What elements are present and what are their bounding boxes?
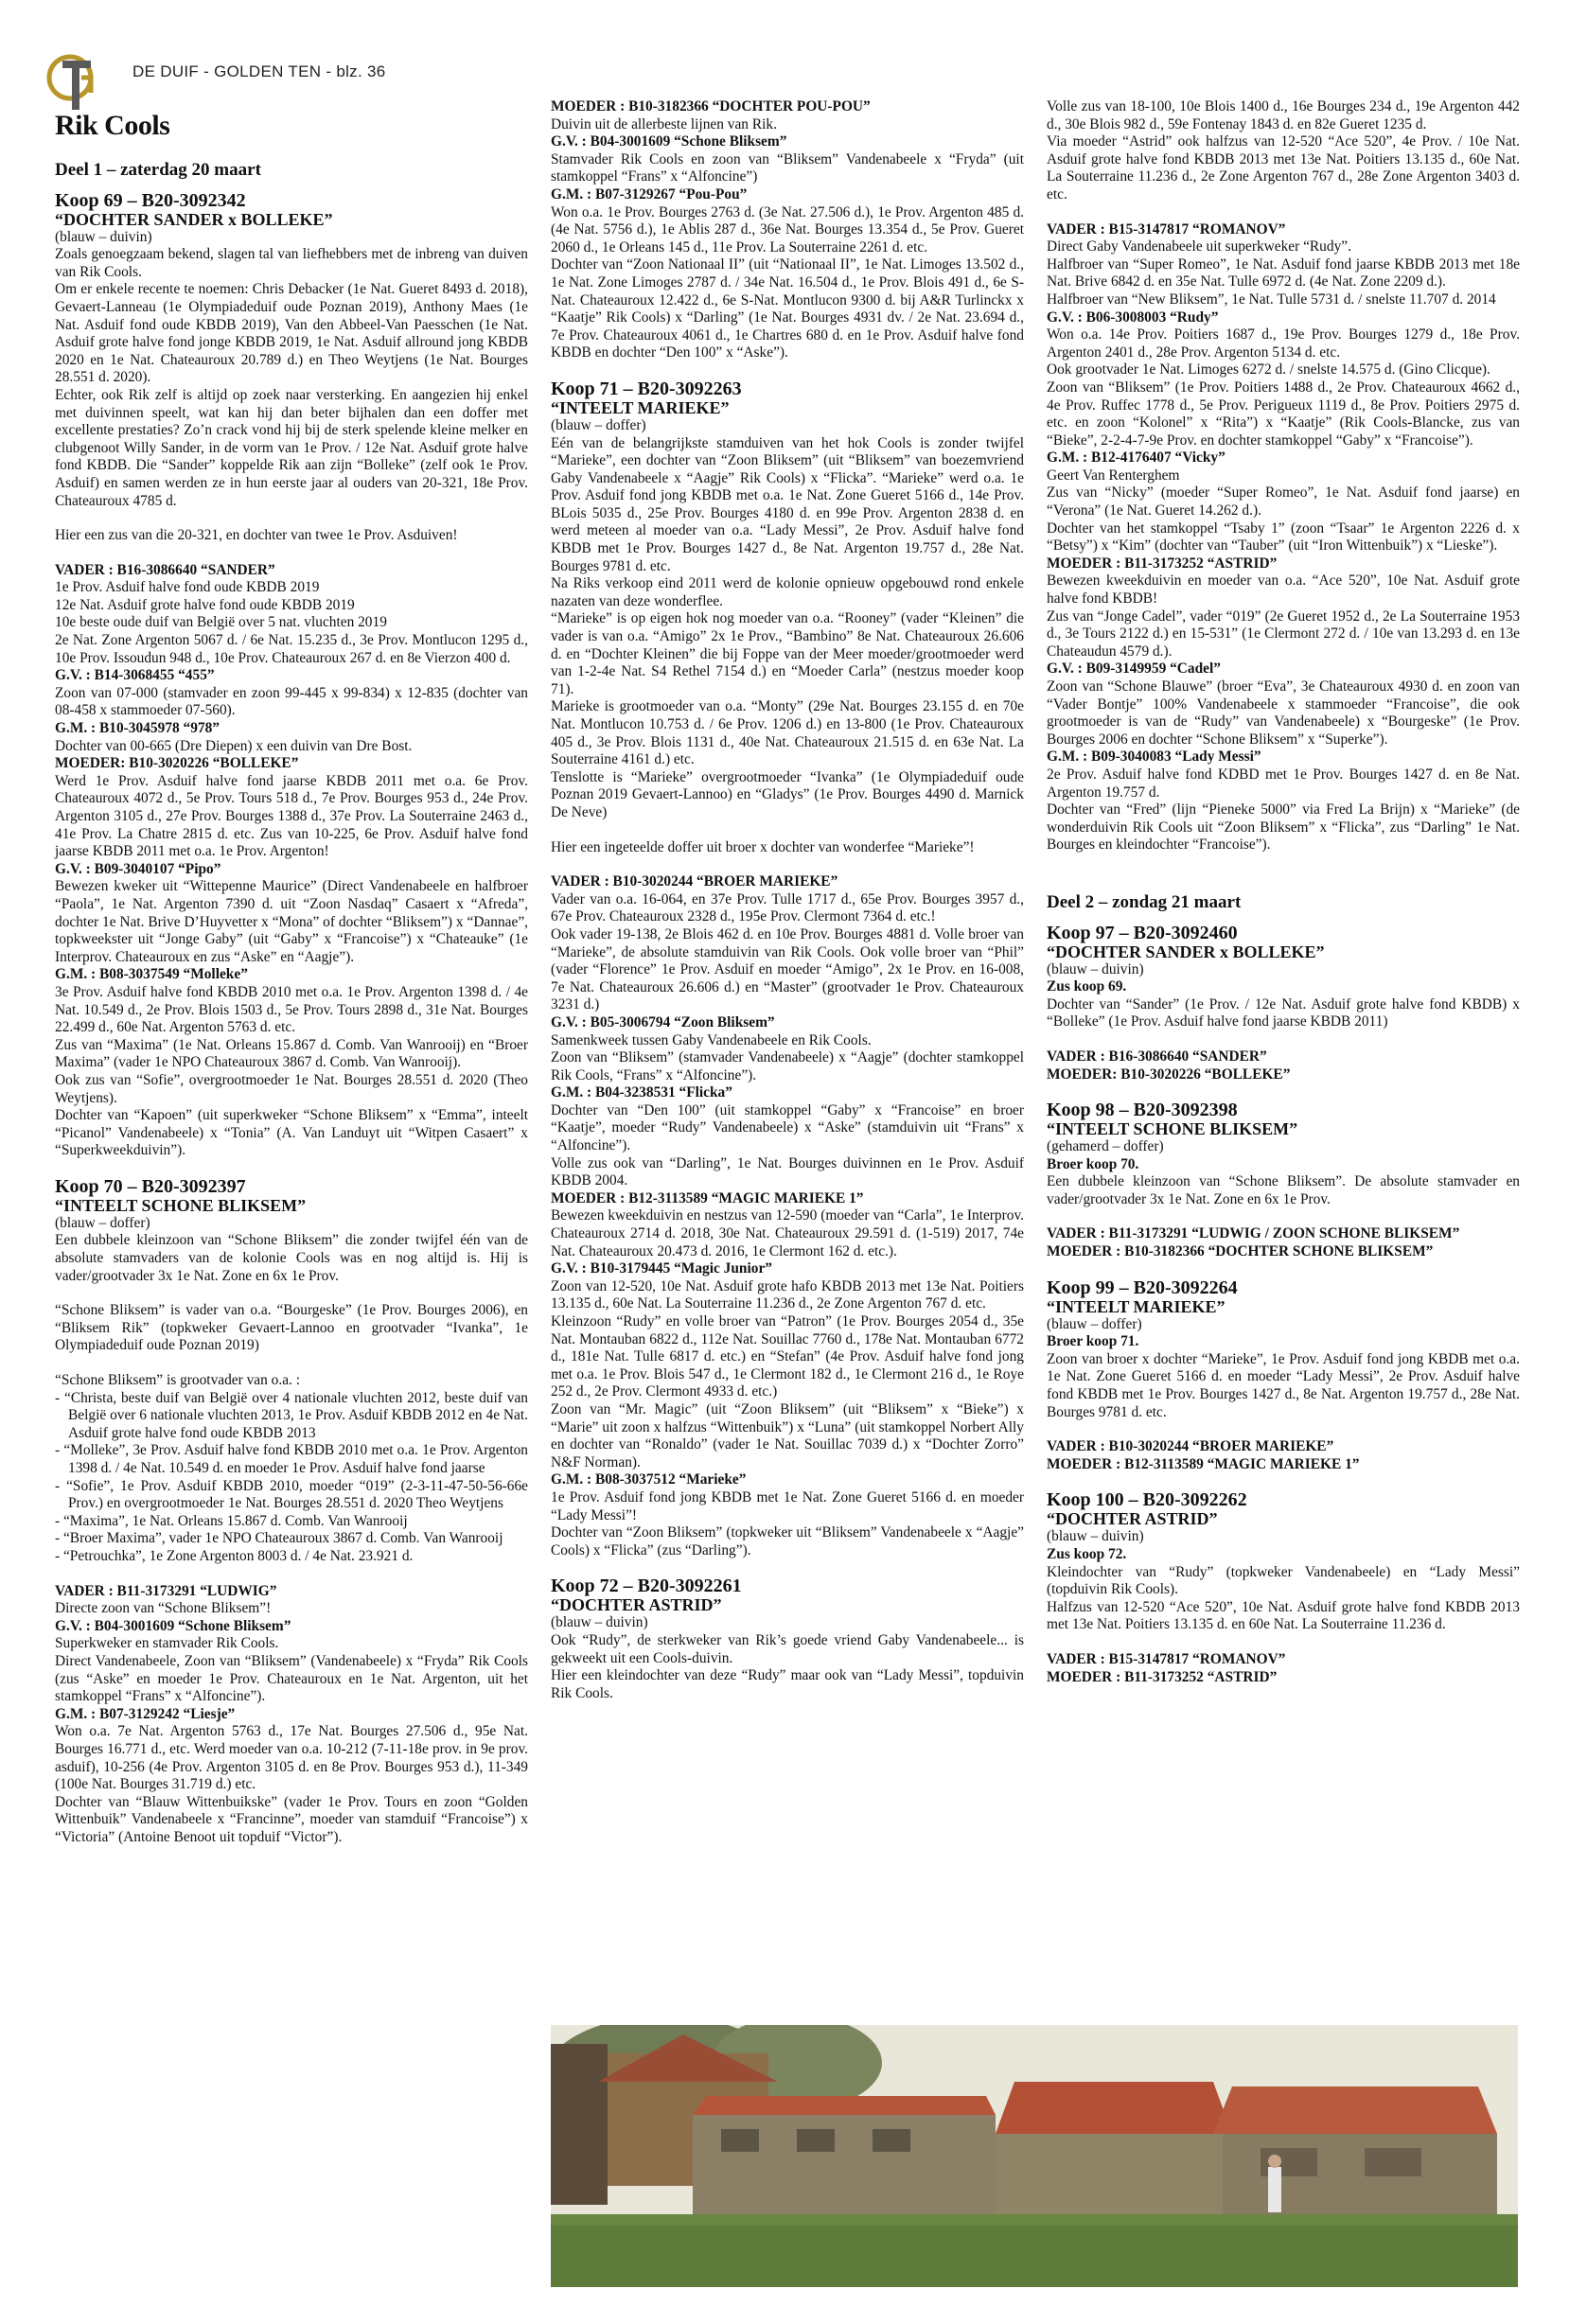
paragraph: Werd 1e Prov. Asduif halve fond jaarse KBDB 2011 met o.a. 6e Prov. Chateauroux 4072 d., 5e Prov. Tours 518 d., 7e Prov. Bourges 953 d., 24e Prov. Argenton 3105 d., 27e Prov. Bourges 1388 d., 37e Prov. La Souterraine 2463 d., 41e Prov. La Chatre 2815 d. etc. Zus van 10-225, 6e Prov. Asduif halve fond jaarse KBDB 2011 met o.a. 1e Prov. Argenton! xyxy=(55,772,528,860)
pedigree-heading: VADER : B10-3020244 “BROER MARIEKE” xyxy=(551,873,838,890)
paragraph: Direct Vandenabeele, Zoon van “Bliksem” (Vandenabeele) x “Fryda” Rik Cools (zus “Aske” en moeder 1e Prov. Chateauroux en 1e Nat. Argenton, uit het stamkoppel “Frans” x “Alfoncine”). xyxy=(55,1652,528,1705)
paragraph: Hier een zus van die 20-321, en dochter van twee 1e Prov. Asduiven! xyxy=(55,527,458,544)
list-item: - “Christa, beste duif van België over 4 nationale vluchten 2012, beste duif van België over 6 nationale vluchten 2013, 1e Prov. Asduif KBDB 2012 en 4e Nat. Asduif grote halve fond oude KBDB 2013 xyxy=(55,1389,528,1441)
lot-subtitle: “DOCHTER ASTRID” xyxy=(1047,1509,1218,1529)
sibling-note: Zus koop 69. xyxy=(1047,978,1127,995)
paragraph: Superkweker en stamvader Rik Cools. xyxy=(55,1635,279,1652)
lot-subtitle: “INTEELT SCHONE BLIKSEM” xyxy=(55,1195,307,1215)
list-item: - “Sofie”, 1e Prov. Asduif KBDB 2010, moeder “019” (2-3-11-47-50-56-66e Prov.) en overgrootmoeder 1e Nat. Bourges 28.551 d. 2020 Theo Weytjens xyxy=(55,1477,528,1512)
pedigree-heading: G.V. : B10-3179445 “Magic Junior” xyxy=(551,1260,772,1277)
paragraph: Dochter van “Kapoen” (uit superkweker “Schone Bliksem” x “Emma”, inteelt “Picanol” Vandenabeele) x “Tonia” (A. Van Landuyt uit “Witpen Casaert” x “Superkweekduivin”). xyxy=(55,1107,528,1159)
paragraph: Halfbroer van “Super Romeo”, 1e Nat. Asduif fond jaarse KBDB 2013 met 18e Nat. Brive 6842 d. en 35e Nat. Tulle 6972 d. (4e Nat. Zone 2209 d.). xyxy=(1047,255,1520,290)
pedigree-heading: MOEDER : B10-3182366 “DOCHTER POU-POU” xyxy=(551,98,871,114)
paragraph: Ook “Rudy”, de sterkweker van Rik’s goede vriend Gaby Vandenabeele... is gekweekt uit een Cools-duivin. xyxy=(551,1631,1024,1666)
sibling-note: Broer koop 71. xyxy=(1047,1333,1139,1350)
column-1 xyxy=(55,156,528,1846)
pedigree-heading: G.M. : B12-4176407 “Vicky” xyxy=(1047,449,1226,467)
lot-color: (blauw – doffer) xyxy=(55,1214,150,1231)
pedigree-heading: MOEDER : B11-3173252 “ASTRID” xyxy=(1047,555,1278,572)
article-title: Rik Cools xyxy=(55,110,170,141)
paragraph: Ook zus van “Sofie”, overgrootmoeder 1e Nat. Bourges 28.551 d. 2020 (Theo Weytjens). xyxy=(55,1071,528,1106)
paragraph: Om er enkele recente te noemen: Chris Debacker (1e Nat. Gueret 8493 d. 2018), Gevaert-Lanneau (1e Olympiadeduif oude Poznan 2019), Anthony Maes (1e Nat. Asduif fond oude KBDB 2019), Van den Abbeel-Van Paesschen (1e Nat. Asduif grote halve fond jonge KBDB 2019, 1e Nat. Asduif allround jong KBDB 2020 en 1e Nat. Chateauroux 20.789 d.) en Theo Weytjens (1e Nat. Bourges 28.551 d. 2020). xyxy=(55,281,528,386)
paragraph: Won o.a. 1e Prov. Bourges 2763 d. (3e Nat. 27.506 d.), 1e Prov. Argenton 485 d. (4e Nat. 5756 d.), 1e Ablis 287 d., 36e Nat. Bourges 13.354 d., 5e Prov. Gueret 2060 d., 1e Orleans 145 d., 11e Prov. La Souterraine 2261 d. etc. xyxy=(551,203,1024,255)
paragraph: Won o.a. 7e Nat. Argenton 5763 d., 17e Nat. Bourges 27.506 d., 95e Nat. Bourges 16.771 d., etc. Werd moeder van o.a. 10-212 (7-11-18e prov. in 9e prov. asduif), 10-256 (4e Prov. Argenton 3105 d. en 8e Prov. Bourges 953 d.), 11-349 (100e Nat. Bourges 31.719 d.) etc. xyxy=(55,1723,528,1793)
paragraph: Zus van “Maxima” (1e Nat. Orleans 15.867 d. Comb. Van Wanrooij) en “Broer Maxima” (vader 1e NPO Chateauroux 3867 d. Comb. Van Wanrooij). xyxy=(55,1036,528,1071)
loft-photo xyxy=(551,2025,1518,2287)
paragraph: Kleinzoon “Rudy” en volle broer van “Patron” (1e Prov. Bourges 2054 d., 35e Nat. Montauban 6822 d., 112e Nat. Souillac 7760 d., 178e Nat. Montauban 6772 d., 181e Nat. Tulle 6817 d. etc.) en “Stefan” (4e Prov. Asduif halve fond jong met o.a. 1e Prov. Blois 547 d., 1e Clermont 182 d., 1e Clermont 216 d., 1e Roye 252 d., 2e Prov. Clermont 4933 d. etc.) xyxy=(551,1313,1024,1400)
pedigree-heading: G.V. : B04-3001609 “Schone Bliksem” xyxy=(551,133,787,150)
list-item: - “Broer Maxima”, vader 1e NPO Chateauroux 3867 d. Comb. Van Wanrooij xyxy=(55,1530,503,1547)
paragraph: Zoon van “Mr. Magic” (uit “Zoon Bliksem” (uit “Bliksem” x “Bieke”) x “Marie” uit zoon x halfzus “Wittenbuik”) x “Luna” (uit stamkoppel Norbert Ally en dochter van “Ronaldo” (vader 1e Nat. Souillac 7039 d.) x “Dochter Zorro” N&F Norman). xyxy=(551,1400,1024,1470)
lot-title: Koop 71 – B20-3092263 xyxy=(551,378,742,399)
paragraph: Zoon van 12-520, 10e Nat. Asduif grote hafo KBDB 2013 met 13e Nat. Poitiers 13.135 d., 60e Nat. La Souterraine 11.236 d., 2e Zone Argenton 767 d. etc. xyxy=(551,1277,1024,1312)
paragraph: Dochter van “Blauw Wittenbuikske” (vader 1e Prov. Tours en zoon “Golden Wittenbuik” Vandenabeele x “Francinne”, moeder van stamduif “Francoise”) x “Victoria” (Antoine Benoot uit topduif “Victor”). xyxy=(55,1793,528,1845)
pedigree-heading: G.M. : B07-3129242 “Liesje” xyxy=(55,1705,236,1722)
descendant-list xyxy=(55,1390,528,1566)
paragraph: Vader van o.a. 16-064, en 37e Prov. Tulle 1717 d., 65e Prov. Bourges 3957 d., 67e Prov. Chateauroux 2328 d., 195e Prov. Clermont 7364 d. etc.! xyxy=(551,890,1024,925)
paragraph: Dochter van “Den 100” (uit stamkoppel “Gaby” x “Francoise” en broer “Kaatje”, moeder “Rudy” Vandenabeele) x “Aske” (stamduivin uit “Frans” x “Alfoncine”). xyxy=(551,1101,1024,1154)
pedigree-heading: MOEDER : B12-3113589 “MAGIC MARIEKE 1” xyxy=(551,1189,864,1206)
paragraph: Hier een ingeteelde doffer uit broer x dochter van wonderfee “Marieke”! xyxy=(551,838,975,855)
paragraph: Zoon van broer x dochter “Marieke”, 1e Prov. Asduif fond jong KBDB met o.a. 1e Nat. Zone Gueret 5166 d. en moeder “Lady Messi”, 2e Prov. Asduif halve fond KBDB met 1e Prov. Bourges 1427 d., 8e Nat. Argenton 19.757 d., 28e Nat. Bourges 9781 d. etc. xyxy=(1047,1350,1520,1420)
paragraph: 3e Prov. Asduif halve fond KBDB 2010 met o.a. 1e Prov. Argenton 1398 d. / 4e Nat. 10.549 d., 2e Prov. Blois 1503 d., 5e Prov. Tours 2898 d., 31e Nat. Bourges 22.499 d., 60e Nat. Argenton 5763 d. etc. xyxy=(55,983,528,1036)
paragraph: Zoon van 07-000 (stamvader en zoon 99-445 x 99-834) x 12-835 (dochter van 08-458 x stammoeder 07-560). xyxy=(55,684,528,719)
sibling-note: Broer koop 70. xyxy=(1047,1155,1139,1172)
pedigree-heading: VADER : B15-3147817 “ROMANOV” xyxy=(1047,1650,1286,1667)
pedigree-heading: G.M. : B10-3045978 “978” xyxy=(55,720,220,737)
pedigree-heading: VADER : B16-3086640 “SANDER” xyxy=(1047,1048,1267,1065)
paragraph: Halfzus van 12-520 “Ace 520”, 10e Nat. Asduif grote halve fond KBDB 2013 met 13e Nat. Poitiers 13.135 d. en 60e Nat. La Souterraine 11.236 d. xyxy=(1047,1598,1520,1633)
pedigree-heading: VADER : B11-3173291 “LUDWIG / ZOON SCHONE BLIKSEM” xyxy=(1047,1225,1460,1242)
lot-subtitle: “DOCHTER ASTRID” xyxy=(551,1595,722,1615)
pedigree-heading: G.V. : B05-3006794 “Zoon Bliksem” xyxy=(551,1013,775,1030)
column-3 xyxy=(1047,98,1520,1686)
paragraph: 2e Prov. Asduif halve fond KDBD met 1e Prov. Bourges 1427 d. en 8e Nat. Argenton 19.757 d. xyxy=(1047,766,1520,801)
lot-subtitle: “DOCHTER SANDER x BOLLEKE” xyxy=(55,209,333,229)
pedigree-line: 1e Prov. Asduif halve fond oude KBDB 2019 xyxy=(55,579,320,596)
sibling-note: Zus koop 72. xyxy=(1047,1546,1127,1562)
lot-subtitle: “INTEELT SCHONE BLIKSEM” xyxy=(1047,1119,1298,1139)
lot-title: Koop 72 – B20-3092261 xyxy=(551,1576,742,1597)
pedigree-heading: G.M. : B04-3238531 “Flicka” xyxy=(551,1084,732,1101)
paragraph: Bewezen kweekduivin en moeder van o.a. “Ace 520”, 10e Nat. Asduif grote halve fond KBDB! xyxy=(1047,572,1520,607)
pedigree-heading: VADER : B15-3147817 “ROMANOV” xyxy=(1047,220,1286,238)
paragraph: Hier een kleindochter van deze “Rudy” maar ook van “Lady Messi”, topduivin Rik Cools. xyxy=(551,1667,1024,1701)
paragraph: “Marieke” is op eigen hok nog moeder van o.a. “Rooney” (vader “Kleinen” die vader is van o.a. “Amigo” 2x 1e Prov., “Bambino” 8e Nat. Chateauroux 26.606 d. en “Dochter Kleinen” die bij Foppe van der Meer moeder/grootmoeder werd van 1-2-4e Nat. S4 Rethel 7154 d.) en “Moeder Carla” (nestzus moeder koop 71). xyxy=(551,610,1024,697)
paragraph: Zoon van “Bliksem” (1e Prov. Poitiers 1488 d., 2e Prov. Chateauroux 4662 d., 4e Prov. Ruffec 1778 d., 5e Prov. Perigueux 1119 d., 8e Prov. Poitiers 2975 d. etc. en zoon “Kolonel” x “Rita”) x “Kaatje” (Rik Cools-Blancke, zus van “Bieke”, 2-2-4-7-9e Prov. en dochter stamkoppel “Gaby” x “Francoise”). xyxy=(1047,379,1520,449)
pedigree-heading: VADER : B16-3086640 “SANDER” xyxy=(55,561,275,578)
page-header: DE DUIF - GOLDEN TEN - blz. 36 xyxy=(132,62,386,80)
lot-color: (blauw – doffer) xyxy=(551,416,646,433)
lot-title: Koop 69 – B20-3092342 xyxy=(55,189,246,211)
pedigree-line: 10e beste oude duif van België over 5 nat. vluchten 2019 xyxy=(55,614,387,631)
lot-color: (blauw – duivin) xyxy=(551,1614,648,1631)
lot-subtitle: “INTEELT MARIEKE” xyxy=(551,397,730,417)
pedigree-heading: VADER : B10-3020244 “BROER MARIEKE” xyxy=(1047,1438,1334,1455)
lot-color: (gehamerd – doffer) xyxy=(1047,1138,1164,1155)
paragraph: Echter, ook Rik zelf is altijd op zoek naar versterking. En aangezien hij enkel met duivinnen speelt, wat kan hij dan beter bijhalen dan een doffer met excellente prestaties? Zo’n crack vond hij bij de sterk spelende kleine melker en clubgenoot Willy Sander, in de vorm van 1e Prov. / 12e Nat. Asduif grote halve fond KBDB. Die “Sander” koppelde Rik aan zijn “Bolleke” (zelf ook 1e Prov. Asduif) en samen werden ze in hun eerste jaar al ouders van 20-321, 18e Prov. Chateauroux 4785 d. xyxy=(55,386,528,509)
paragraph: Zoon van “Schone Blauwe” (broer “Eva”, 3e Chateauroux 4930 d. en zoon van “Vader Bontje” 100% Vandenabeele x stammoeder “Francoise”, die ook grootmoeder is van de “Rudy” van Vandenabeele) x “Bourgeske” (1e Prov. Bourges 2006 en dochter “Schone Bliksem” x “Superke”). xyxy=(1047,678,1520,748)
paragraph: Dochter van “Zoon Nationaal II” (uit “Nationaal II”, 1e Nat. Limoges 13.502 d., 1e Nat. Zone Limoges 2787 d. / 34e Nat. 16.504 d., 1e Prov. Blois 491 d., 6e S-Nat. Chateauroux 12.422 d., 6e S-Nat. Montlucon 9300 d. bij A&R Turlinckx x “Kaatje” Rik Cools) x “Darling” (1e Nat. Bourges 4931 dv. / 2e Nat. 23.694 d., 7e Prov. Chateauroux 4061 d., 1e Chartres 680 d. en 1e Prov. Asduif halve fond KBDB en dochter “Den 100” x “Aske”). xyxy=(551,256,1024,361)
paragraph: Dochter van 00-665 (Dre Diepen) x een duivin van Dre Bost. xyxy=(55,737,413,754)
column-2 xyxy=(551,98,1024,1702)
paragraph: Een dubbele kleinzoon van “Schone Bliksem”. De absolute stamvader en vader/grootvader 3x 1e Nat. Zone en 6x 1e Prov. xyxy=(1047,1173,1520,1207)
paragraph: Eén van de belangrijkste stamduiven van het hok Cools is zonder twijfel “Marieke”, een dochter van “Zoon Bliksem” (uit “Bliksem” van boezemvriend Gaby Vandenabeele x “Aagje” Rik Cools) x “Flicka”. “Marieke” werd o.a. 1e Prov. Asduif fond jong KBDB met o.a. 1e Nat. Zone Gueret 5166 d., 14e Prov. BLois 5035 d., 25e Prov. Bourges 4180 d. en 99e Prov. Argenton 2838 d. en werd meteen al moeder van o.a. “Lady Messi”, 2e Prov. Asduif halve fond KBDB met 1e Prov. Bourges 1427 d., 8e Nat. Argenton 19.757 d., 28e Nat. Bourges 9781 d. etc. xyxy=(551,434,1024,574)
paragraph: Zoon van “Bliksem” (stamvader Vandenabeele) x “Aagje” (dochter stamkoppel Rik Cools, “Frans” x “Alfoncine”). xyxy=(551,1049,1024,1083)
pedigree-heading: G.V. : B06-3008003 “Rudy” xyxy=(1047,308,1219,326)
paragraph: Duivin uit de allerbeste lijnen van Rik. xyxy=(551,115,777,132)
pedigree-heading: G.M. : B09-3040083 “Lady Messi” xyxy=(1047,748,1261,766)
paragraph: Marieke is grootmoeder van o.a. “Monty” (29e Nat. Bourges 23.155 d. en 70e Nat. Montlucon 10.753 d. / 6e Prov. 1206 d.) en 13-800 (1e Prov. Chateauroux 405 d., 3e Prov. Blois 1131 d., 40e Nat. Chateauroux 21.515 d. en 63e Nat. La Souterraine 4161 d.) etc. xyxy=(551,698,1024,768)
paragraph: Na Riks verkoop eind 2011 werd de kolonie opnieuw opgebouwd rond enkele nazaten van deze wonderflee. xyxy=(551,575,1024,609)
list-item: - “Petrouchka”, 1e Zone Argenton 8003 d. / 4e Nat. 23.921 d. xyxy=(55,1547,414,1564)
paragraph: Halfbroer van “New Bliksem”, 1e Nat. Tulle 5731 d. / snelste 11.707 d. 2014 xyxy=(1047,290,1496,308)
paragraph: Zus van “Jonge Cadel”, vader “019” (2e Gueret 1952 d., 2e La Souterraine 1953 d., 3e Tours 2122 d.) en 15-531” (1e Clermont 272 d. / 10e van 13.293 d. en 13e Chateaudun 4579 d.). xyxy=(1047,607,1520,660)
lot-title: Koop 99 – B20-3092264 xyxy=(1047,1276,1238,1298)
list-item: - “Molleke”, 3e Prov. Asduif halve fond KBDB 2010 met o.a. 1e Prov. Argenton 1398 d. / 4e Nat. 10.549 d. en moeder 1e Prov. Asduif halve fond jaarse xyxy=(55,1442,528,1476)
pedigree-heading: VADER : B11-3173291 “LUDWIG” xyxy=(55,1582,277,1599)
pedigree-heading: G.M. : B08-3037512 “Marieke” xyxy=(551,1471,747,1488)
paragraph: “Schone Bliksem” is grootvader van o.a. : xyxy=(55,1372,301,1389)
lot-title: Koop 97 – B20-3092460 xyxy=(1047,922,1238,943)
paragraph: Direct Gaby Vandenabeele uit superkweker “Rudy”. xyxy=(1047,238,1351,255)
day-heading: Deel 1 – zaterdag 20 maart xyxy=(55,160,261,180)
paragraph: “Schone Bliksem” is vader van o.a. “Bourgeske” (1e Prov. Bourges 2006), en “Bliksem Rik” (topkweker Gevaert-Lannoo en grootvader “Ivanka”, 1e Olympiadeduif oude Poznan 2019) xyxy=(55,1302,528,1354)
paragraph: Dochter van “Zoon Bliksem” (topkweker uit “Bliksem” Vandenabeele x “Aagje” Cools) x “Flicka” (zus “Darling”). xyxy=(551,1524,1024,1558)
pedigree-heading: MOEDER : B10-3182366 “DOCHTER SCHONE BLIKSEM” xyxy=(1047,1243,1434,1260)
paragraph: Geert Van Renterghem xyxy=(1047,467,1180,484)
pedigree-heading: MOEDER : B11-3173252 “ASTRID” xyxy=(1047,1668,1278,1685)
pedigree-heading: G.M. : B08-3037549 “Molleke” xyxy=(55,966,248,983)
lot-title: Koop 100 – B20-3092262 xyxy=(1047,1489,1247,1511)
paragraph: Dochter van “Fred” (lijn “Pieneke 5000” via Fred La Brijn) x “Marieke” (de wonderduivin Rik Cools uit “Zoon Bliksem” x “Flicka”, zus “Darling” 1e Nat. Bourges en kleindochter “Francoise”). xyxy=(1047,801,1520,854)
pedigree-heading: MOEDER: B10-3020226 “BOLLEKE” xyxy=(1047,1065,1291,1083)
paragraph: Een dubbele kleinzoon van “Schone Bliksem” die zonder twijfel één van de absolute stamvaders van de kolonie Cools was en nog altijd is. Hij is vader/grootvader 3x 1e Nat. Zone en 6x 1e Prov. xyxy=(55,1232,528,1284)
lot-subtitle: “INTEELT MARIEKE” xyxy=(1047,1296,1226,1316)
lot-color: (blauw – duivin) xyxy=(55,228,152,245)
list-item: - “Maxima”, 1e Nat. Orleans 15.867 d. Comb. Van Wanrooij xyxy=(55,1512,408,1529)
day-heading: Deel 2 – zondag 21 maart xyxy=(1047,891,1242,912)
paragraph: Samenkweek tussen Gaby Vandenabeele en Rik Cools. xyxy=(551,1031,872,1048)
pedigree-heading: G.V. : B09-3040107 “Pipo” xyxy=(55,860,221,877)
paragraph: 2e Nat. Zone Argenton 5067 d. / 6e Nat. 15.235 d., 3e Prov. Montlucon 1295 d., 10e Prov. Issoudun 948 d., 10e Prov. Chateauroux 267 d. en 8e Vierzon 400 d. xyxy=(55,632,528,666)
lot-subtitle: “DOCHTER SANDER x BOLLEKE” xyxy=(1047,942,1325,961)
paragraph: Bewezen kweekduivin en nestzus van 12-590 (moeder van “Carla”, 1e Interprov. Chateauroux 2714 d. 2018, 30e Nat. Chateauroux 29.591 d. (1-519) 2017, 74e Nat. Chateauroux 20.473 d. 2016, 1e Clermont 162 d. etc.). xyxy=(551,1207,1024,1259)
paragraph: Ook vader 19-138, 2e Blois 462 d. en 10e Prov. Bourges 4881 d. Volle broer van “Marieke”, de absolute stamduivin van Rik Cools. Ook volle broer van “Phil” (vader “Florence” 1e Prov. Asduif en moeder “Amigo”, 2x 1e Prov. en 16-008, 7e Nat. Chateauroux 26.606 d.) en “Master” (grootvader 1e Prov. Chateauroux 3231 d.) xyxy=(551,925,1024,1013)
paragraph: Stamvader Rik Cools en zoon van “Bliksem” Vandenabeele x “Fryda” (uit stamkoppel “Frans” x “Alfoncine”) xyxy=(551,150,1024,185)
paragraph: Directe zoon van “Schone Bliksem”! xyxy=(55,1600,272,1617)
paragraph: Dochter van het stamkoppel “Tsaby 1” (zoon “Tsaar” 1e Argenton 2226 d. x “Betsy”) x “Kim” (dochter van “Tauber” (uit “Iron Wittenbuik”) x “Lieske”). xyxy=(1047,519,1520,555)
paragraph: Volle zus ook van “Darling”, 1e Nat. Bourges duivinnen en 1e Prov. Asduif KBDB 2004. xyxy=(551,1154,1024,1189)
lot-title: Koop 98 – B20-3092398 xyxy=(1047,1100,1238,1121)
pedigree-heading: G.V. : B09-3149959 “Cadel” xyxy=(1047,660,1221,678)
paragraph: Tenslotte is “Marieke” overgrootmoeder “Ivanka” (1e Olympiadeduif oude Poznan 2019 Gevaert-Lannoo) en “Gladys” (1e Prov. Bourges 4490 d. Marnick De Neve) xyxy=(551,768,1024,820)
paragraph: Zus van “Nicky” (moeder “Super Romeo”, 1e Nat. Asduif fond jaarse) en “Verona” (1e Nat. Gueret 14.262 d.). xyxy=(1047,484,1520,519)
lot-color: (blauw – duivin) xyxy=(1047,1528,1144,1545)
paragraph: 1e Prov. Asduif fond jong KBDB met 1e Nat. Zone Gueret 5166 d. en moeder “Lady Messi”! xyxy=(551,1488,1024,1523)
pedigree-heading: MOEDER: B10-3020226 “BOLLEKE” xyxy=(55,755,299,772)
lot-title: Koop 70 – B20-3092397 xyxy=(55,1175,246,1197)
paragraph: Via moeder “Astrid” ook halfzus van 12-520 “Ace 520”, 4e Prov. / 10e Nat. Asduif grote halve fond KBDB 2013 met 13e Nat. Poitiers 13.135 d., 60e Nat. La Souterraine 11.236 d., 2e Zone Argenton 767 d., 28e Zone Argenton 3403 d. etc. xyxy=(1047,133,1520,202)
golden-ten-logo xyxy=(45,51,100,114)
paragraph: Kleindochter van “Rudy” (topkweker Vandenabeele) en “Lady Messi” (topduivin Rik Cools). xyxy=(1047,1563,1520,1598)
pedigree-heading: MOEDER : B12-3113589 “MAGIC MARIEKE 1” xyxy=(1047,1455,1360,1472)
pedigree-heading: G.V. : B04-3001609 “Schone Bliksem” xyxy=(55,1617,291,1634)
lot-color: (blauw – duivin) xyxy=(1047,960,1144,977)
paragraph: Dochter van “Sander” (1e Prov. / 12e Nat. Asduif grote halve fond KBDB) x “Bolleke” (1e Prov. Asduif halve fond jaarse KBDB 2011) xyxy=(1047,995,1520,1030)
paragraph: Zoals genoegzaam bekend, slagen tal van liefhebbers met de inbreng van duiven van Rik Cools. xyxy=(55,246,528,280)
pedigree-heading: G.M. : B07-3129267 “Pou-Pou” xyxy=(551,185,748,202)
pedigree-line: 12e Nat. Asduif grote halve fond oude KBDB 2019 xyxy=(55,596,355,613)
paragraph: Volle zus van 18-100, 10e Blois 1400 d., 16e Bourges 234 d., 19e Argenton 442 d., 30e Blois 982 d., 59e Fontenay 1843 d. en 82e Gueret 1235 d. xyxy=(1047,98,1520,132)
pedigree-heading: G.V. : B14-3068455 “455” xyxy=(55,667,215,684)
paragraph: Ook grootvader 1e Nat. Limoges 6272 d. / snelste 14.575 d. (Gino Clicque). xyxy=(1047,361,1490,379)
paragraph: Bewezen kweker uit “Wittepenne Maurice” (Direct Vandenabeele en halfbroer “Paola”, 1e Nat. Argenton 7390 d. uit “Zoon Nasdaq” Casaert x “Afreda”, dochter 1e Nat. Brive D’Huyvetter x “Mona” of dochter “Bliksem”) x “Dannae”, topkweekster uit “Jonge Gaby” (uit “Gaby” x “Francoise”) x “Chateauke” (1e Interprov. Chateauroux en zus “Aske” en “Aagje”). xyxy=(55,878,528,965)
lot-color: (blauw – doffer) xyxy=(1047,1315,1142,1332)
paragraph: Won o.a. 14e Prov. Poitiers 1687 d., 19e Prov. Bourges 1279 d., 18e Prov. Argenton 2401 d., 28e Prov. Argenton 5134 d. etc. xyxy=(1047,326,1520,361)
